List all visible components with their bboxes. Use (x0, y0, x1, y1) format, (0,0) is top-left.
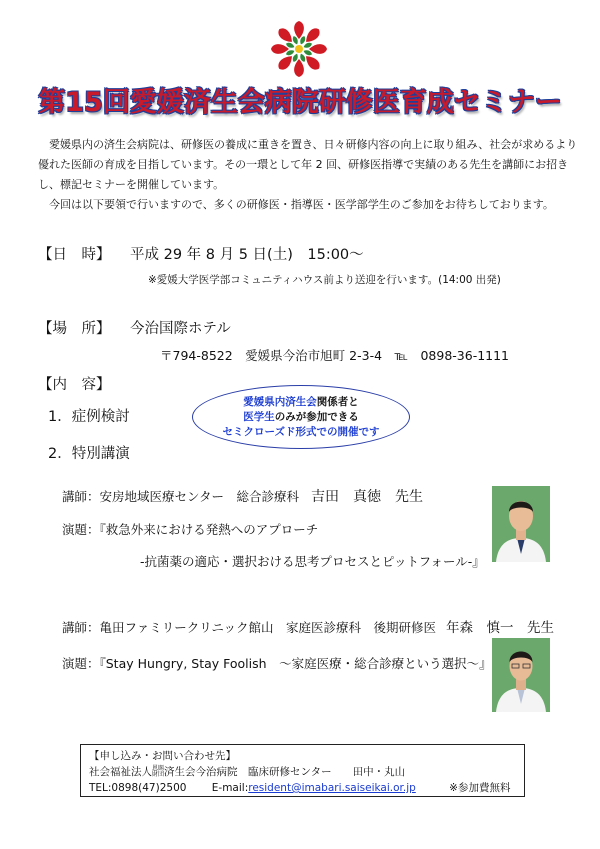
venue-label: 【場 所】 (38, 321, 111, 337)
lecture1-speaker-photo (492, 486, 550, 562)
org-small-label: 恩賜 財団 (152, 765, 165, 778)
participation-notice (192, 385, 410, 449)
venue-address: 〒794-8522 愛媛県今治市旭町 2-3-4 ℡ 0898-36-1111 (160, 348, 510, 363)
intro-text (38, 135, 578, 215)
fee-note: ※参加費無料 (449, 782, 511, 794)
content-label: 【内 容】 (38, 377, 111, 393)
lecture2-speaker: 講師：亀田ファミリークリニック館山 家庭医診療科 後期研修医 年森 慎一 先生 (62, 620, 555, 636)
content-item-2: 2．特別講演 (48, 446, 130, 462)
notice-line-1: 愛媛県内済生会関係者と (243, 396, 359, 408)
intro-paragraph-1: 愛媛県内の済生会病院は、研修医の養成に重きを置き、日々研修内容の向上に取り組み、社会が求めるより優れた医師の育成を目指しています。その一環として年 2 回、研修医指導で実績のある先生を講師にお招きし、標記セミナーを開催しています。 (38, 138, 578, 191)
datetime-note: ※愛媛大学医学部コミュニティハウス前より送迎を行います。(14:00 出発) (148, 274, 501, 286)
lecture1-topic-line-2: -抗菌薬の適応・選択おける思考プロセスとピットフォール-』 (140, 554, 485, 569)
contact-organization: 社会福祉法人恩賜 財団済生会今治病院 臨床研修センター 田中・丸山 (89, 765, 406, 778)
saiseikai-logo-icon (268, 18, 330, 80)
lecture2-topic: 演題：『Stay Hungry, Stay Foolish ～家庭医療・総合診療という選択～』 (62, 656, 492, 671)
contact-box (80, 744, 525, 797)
page-title: 第15回愛媛済生会病院研修医育成セミナー (38, 87, 562, 118)
content-item-1: 1．症例検討 (48, 409, 130, 425)
lecture1-topic-line-1: 演題：『救急外来における発熱へのアプローチ (62, 522, 319, 537)
contact-email-label: E-mail: (211, 782, 249, 794)
notice-line-3: セミクローズド形式での開催です (222, 426, 380, 438)
intro-paragraph-2: 今回は以下要領で行いますので、多くの研修医・指導医・医学部学生のご参加をお待ちしております。 (49, 198, 554, 211)
contact-email-link[interactable]: resident@imabari.saiseikai.or.jp (248, 782, 416, 794)
lecture2-speaker-name: 年森 慎一 先生 (446, 620, 555, 636)
lecture2-speaker-photo (492, 638, 550, 712)
contact-heading: 【申し込み・お問い合わせ先】 (89, 750, 236, 762)
venue-name: 今治国際ホテル (130, 321, 231, 337)
notice-line-2: 医学生のみが参加できる (243, 411, 359, 423)
datetime-label: 【日 時】 (38, 247, 111, 263)
lecture1-speaker: 講師：安房地域医療センター 総合診療科 吉田 真徳 先生 (62, 489, 424, 505)
lecture1-speaker-name: 吉田 真徳 先生 (311, 489, 424, 505)
datetime-value: 平成 29 年 8 月 5 日(土) 15:00～ (130, 247, 364, 263)
contact-tel: TEL:0898(47)2500 (89, 782, 187, 794)
contact-details (89, 780, 516, 796)
